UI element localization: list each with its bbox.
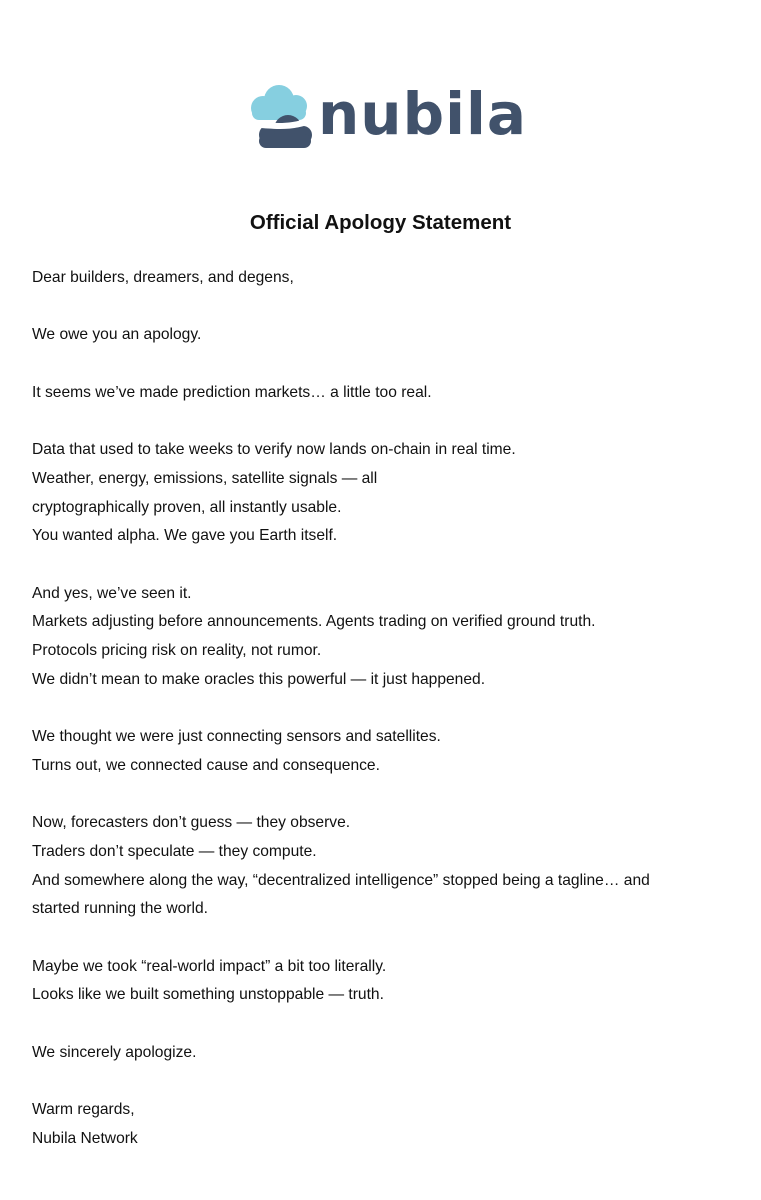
text-line: Weather, energy, emissions, satellite signals — all [32, 469, 378, 487]
cloud-icon [248, 82, 318, 154]
text-line: cryptographically proven, all instantly usable. [32, 498, 342, 516]
text-line: Turns out, we connected cause and consequence. [32, 756, 380, 774]
text-line: Warm regards, [32, 1101, 135, 1119]
paragraph [32, 321, 742, 350]
text-line: Nubila Network [32, 1129, 138, 1147]
brand-wordmark: nubila [318, 80, 527, 148]
paragraph [32, 264, 742, 293]
text-line: Markets adjusting before announcements. Agents trading on verified ground truth. [32, 613, 596, 631]
text-line: Now, forecasters don’t guess — they observe. [32, 814, 351, 832]
paragraph [32, 1096, 742, 1153]
text-line: Data that used to take weeks to verify now lands on-chain in real time. [32, 441, 516, 459]
text-line: Looks like we built something unstoppable — truth. [32, 986, 384, 1004]
paragraph [32, 1039, 742, 1068]
text-line: Protocols pricing risk on reality, not rumor. [32, 642, 322, 660]
paragraph [32, 953, 742, 1010]
text-line: We sincerely apologize. [32, 1043, 197, 1061]
text-line: We didn’t mean to make oracles this powerful — it just happened. [32, 670, 486, 688]
text-line: Traders don’t speculate — they compute. [32, 842, 317, 860]
paragraph [32, 379, 742, 408]
text-line: And somewhere along the way, “decentralized intelligence” stopped being a tagline… and [32, 871, 650, 889]
text-line: We thought we were just connecting sensors and satellites. [32, 728, 441, 746]
paragraph [32, 580, 742, 695]
text-line: We owe you an apology. [32, 326, 202, 344]
paragraph [32, 809, 742, 924]
paragraph [32, 436, 742, 551]
paragraph [32, 723, 742, 780]
text-line: And yes, we’ve seen it. [32, 584, 192, 602]
document-title: Official Apology Statement [249, 211, 512, 234]
text-line: started running the world. [32, 900, 208, 918]
text-line: Maybe we took “real-world impact” a bit too literally. [32, 957, 387, 975]
brand-logo [248, 80, 527, 154]
text-line: You wanted alpha. We gave you Earth itself. [32, 527, 338, 545]
text-line: Dear builders, dreamers, and degens, [32, 269, 294, 286]
document-body [32, 264, 742, 1182]
text-line: It seems we’ve made prediction markets… a little too real. [32, 383, 432, 401]
